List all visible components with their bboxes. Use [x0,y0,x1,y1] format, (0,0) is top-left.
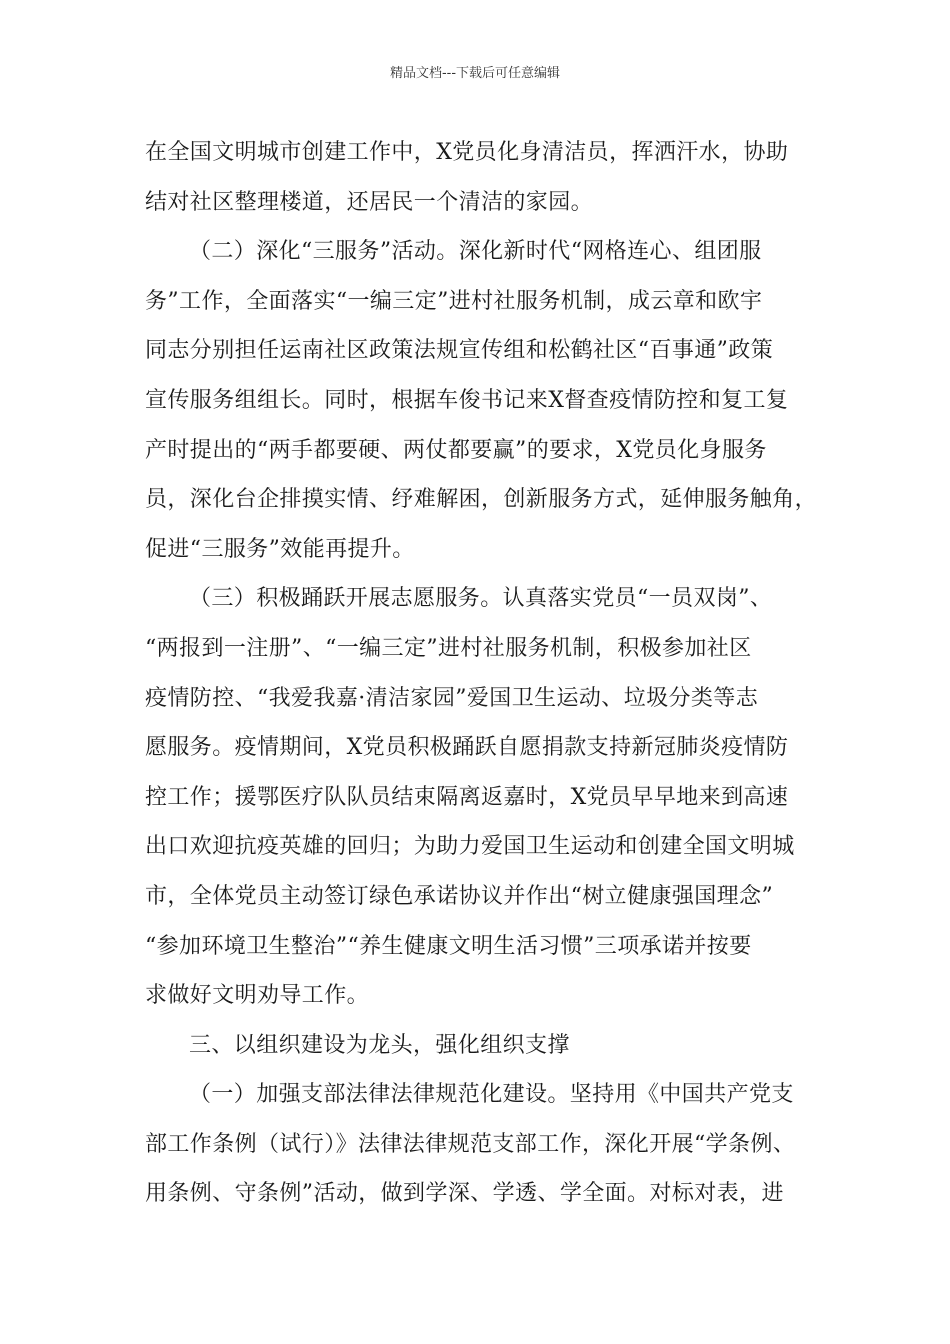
body-line: 疫情防控、“我爱我嘉·清洁家园”爱国卫生运动、垃圾分类等志 [145,685,759,711]
body-line: 求做好文明劝导工作。 [145,983,370,1009]
page-header: 精品文档---下载后可任意编辑 [389,66,561,81]
body-line: 促进“三服务”效能再提升。 [145,536,415,562]
body-line: 愿服务。疫情期间，X党员积极踊跃自愿捐款支持新冠肺炎疫情防 [145,735,789,761]
section-heading-line: （一）加强支部法律法律规范化建设。坚持用《中国共产党支 [189,1082,794,1108]
body-line: 在全国文明城市创建工作中，X党员化身清洁员，挥洒汗水，协助 [145,140,789,165]
document-body [145,128,823,1219]
body-line: 出口欢迎抗疫英雄的回归；为助力爱国卫生运动和创建全国文明城 [145,834,795,860]
section-heading-line: （二）深化“三服务”活动。深化新时代“网格连心、组团服 [189,239,762,265]
body-line: “参加环境卫生整治”“养生健康文明生活习惯”三项承诺并按要 [145,933,752,959]
body-line: 产时提出的“两手都要硬、两仗都要赢”的要求，X党员化身服务 [145,437,767,463]
body-line: 用条例、守条例”活动，做到学深、学透、学全面。对标对表，进 [145,1181,784,1207]
body-line: 员，深化台企排摸实情、纾难解困，创新服务方式，延伸服务触角， [145,487,818,513]
body-line: 部工作条例（试行）》法律法律规范支部工作，深化开展“学条例、 [145,1131,796,1157]
body-line: 同志分别担任运南社区政策法规宣传组和松鹤社区“百事通”政策 [145,338,774,364]
section-heading-line: （三）积极踊跃开展志愿服务。认真落实党员“一员双岗”、 [189,586,773,612]
chapter-heading-line: 三、以组织建设为龙头，强化组织支撑 [189,1032,570,1058]
body-line: “两报到一注册”、“一编三定”进村社服务机制，积极参加社区 [145,635,752,661]
body-line: 结对社区整理楼道，还居民一个清洁的家园。 [145,189,594,215]
body-line: 宣传服务组组长。同时，根据车俊书记来X督查疫情防控和复工复 [145,387,789,413]
body-line: 市，全体党员主动签订绿色承诺协议并作出“树立健康强国理念” [145,883,774,909]
body-line: 控工作；援鄂医疗队队员结束隔离返嘉时，X党员早早地来到高速 [145,784,789,810]
body-line: 务”工作，全面落实“一编三定”进村社服务机制，成云章和欧宇 [145,288,763,314]
